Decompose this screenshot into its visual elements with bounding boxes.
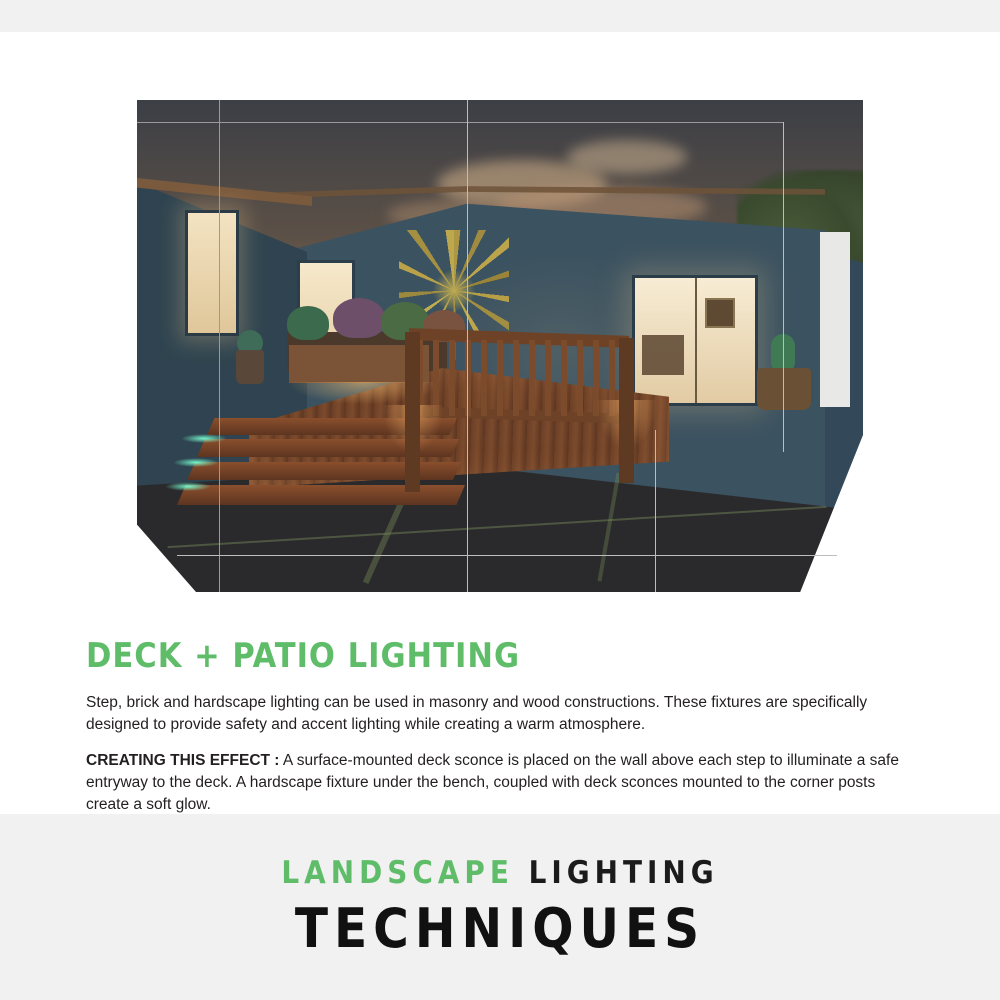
corner-post <box>619 338 634 483</box>
step-light-glow <box>181 434 227 443</box>
cactus-pot <box>757 368 811 410</box>
cloud-shape <box>567 140 687 174</box>
baluster <box>561 340 567 416</box>
interior-furniture <box>642 335 684 375</box>
baluster <box>577 340 583 416</box>
plant-pot <box>236 350 264 384</box>
page-title: DECK + PATIO LIGHTING <box>86 636 521 676</box>
footer-word-landscape: LANDSCAPE <box>281 854 514 891</box>
scene-illustration <box>137 100 863 592</box>
footer-branding <box>0 814 1000 1000</box>
rendered-scene <box>137 100 863 592</box>
baluster <box>497 340 503 416</box>
guide-line <box>467 100 468 592</box>
corner-post <box>405 332 420 492</box>
wall-panel <box>820 232 850 407</box>
text-content <box>86 636 914 830</box>
window-left <box>185 210 239 336</box>
guide-line <box>783 122 784 452</box>
guide-line <box>655 430 656 592</box>
footer-title-line-1 <box>281 855 718 891</box>
step-light-glow <box>165 482 211 491</box>
baluster <box>449 340 455 416</box>
effect-label: CREATING THIS EFFECT : <box>86 752 280 769</box>
interior-artwork <box>705 298 735 328</box>
shrub <box>287 306 329 340</box>
baluster <box>465 340 471 416</box>
footer-title-line-2: TECHNIQUES <box>294 896 706 960</box>
baluster <box>545 340 551 416</box>
baluster <box>481 340 487 416</box>
guide-line <box>137 122 783 123</box>
effect-description: A surface-mounted deck sconce is placed on the wall above each step to illuminate a safe entryway to the deck. A hardscape fixture under the bench, coupled with deck sconces mounted to the corner posts create a soft glow. <box>86 752 899 813</box>
step-light-glow <box>173 458 219 467</box>
guide-line <box>219 100 220 592</box>
footer-word-lighting: LIGHTING <box>528 854 719 891</box>
effect-paragraph <box>86 750 914 816</box>
baluster <box>529 340 535 416</box>
baluster <box>513 340 519 416</box>
intro-paragraph: Step, brick and hardscape lighting can be used in masonry and wood constructions. These fixtures are specifically designed to provide safety and accent lighting while creating a warm atmosphere. <box>86 694 868 733</box>
content-card <box>0 32 1000 814</box>
shrub <box>333 298 385 338</box>
guide-line <box>177 555 837 556</box>
deck-step <box>177 485 465 505</box>
